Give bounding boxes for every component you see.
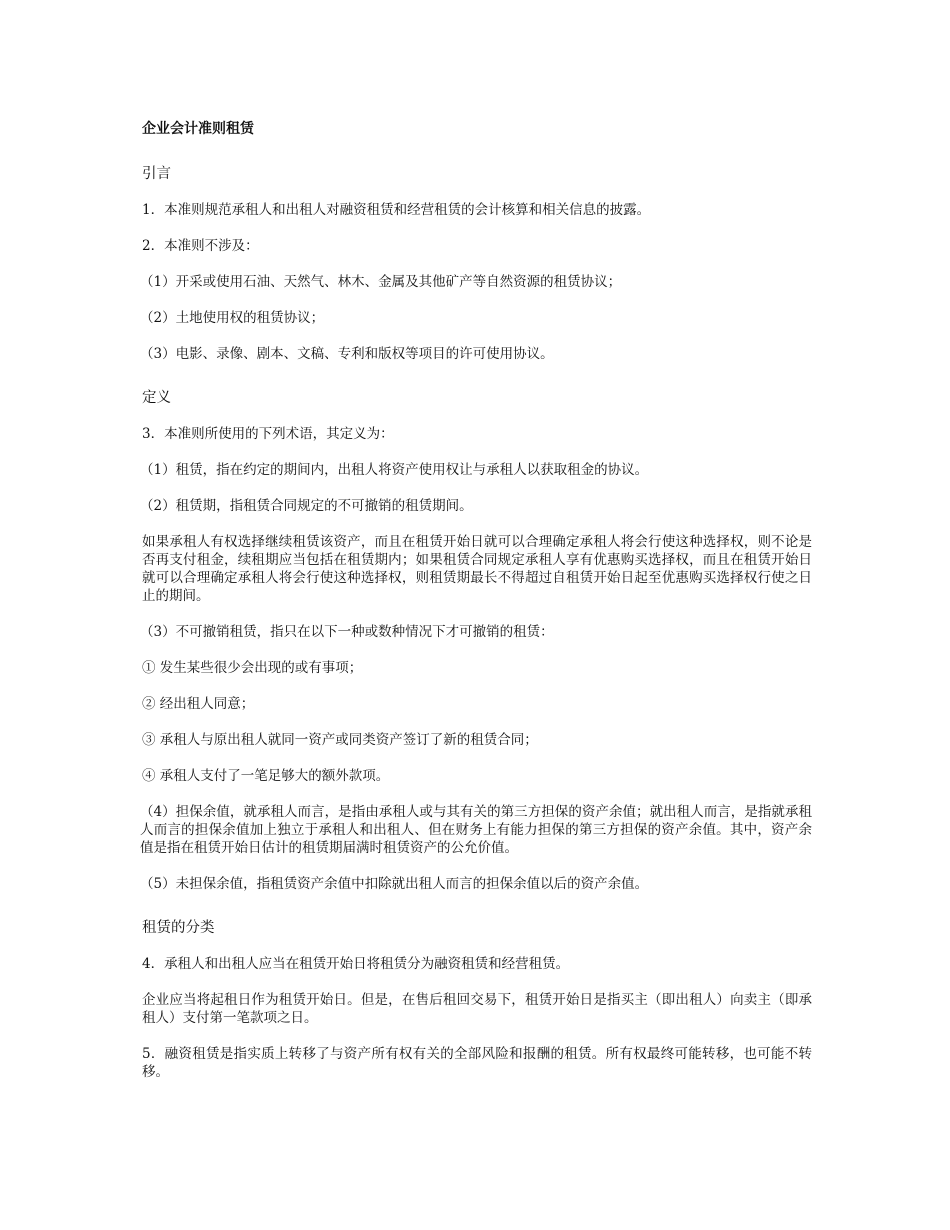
paragraph-1: 1．本准则规范承租人和出租人对融资租赁和经营租赁的会计核算和相关信息的披露。 [142, 202, 651, 218]
list-item: ③ 承租人与原出租人就同一资产或同类资产签订了新的租赁合同； [142, 732, 538, 748]
list-item: （1）开采或使用石油、天然气、林木、金属及其他矿产等自然资源的租赁协议； [140, 274, 622, 290]
paragraph-4: 4．承租人和出租人应当在租赁开始日将租赁分为融资租赁和经营租赁。 [142, 956, 570, 972]
definition-item: （4）担保余值，就承租人而言，是指由承租人或与其有关的第三方担保的资产余值；就出租人而言，是指就承租人而言的担保余值加上独立于承租人和出租人、但在财务上有能力担保的第三方担保的资产余值。其中，资产余值是指在租赁开始日估计的租赁期届满时租赁资产的公允价值。 [140, 804, 812, 856]
document-body [142, 120, 812, 1099]
definition-note: 如果承租人有权选择继续租赁该资产，而且在租赁开始日就可以合理确定承租人将会行使这种选择权，则不论是否再支付租金，续租期应当包括在租赁期内；如果租赁合同规定承租人享有优惠购买选择权，而且在租赁开始日就可以合理确定承租人将会行使这种选择权，则租赁期最长不得超过自租赁开始日起至优惠购买选择权行使之日止的期间。 [142, 534, 812, 604]
definition-item: （2）租赁期，指租赁合同规定的不可撤销的租赁期间。 [140, 498, 473, 514]
paragraph-3: 3．本准则所使用的下列术语，其定义为： [142, 426, 394, 442]
list-item: ④ 承租人支付了一笔足够大的额外款项。 [142, 768, 390, 784]
section-heading-classification: 租赁的分类 [142, 920, 215, 936]
list-item: （3）电影、录像、剧本、文稿、专利和版权等项目的许可使用协议。 [140, 346, 554, 362]
definition-item: （3）不可撤销租赁，指只在以下一种或数种情况下才可撤销的租赁： [140, 624, 554, 640]
list-item: ① 发生某些很少会出现的或有事项； [142, 660, 363, 676]
list-item: ② 经出租人同意； [142, 696, 255, 712]
paragraph-5: 5．融资租赁是指实质上转移了与资产所有权有关的全部风险和报酬的租赁。所有权最终可能转移，也可能不转移。 [142, 1046, 812, 1080]
list-item: （2）土地使用权的租赁协议； [140, 310, 325, 326]
paragraph-2: 2．本准则不涉及： [142, 238, 259, 254]
definition-item: （5）未担保余值，指租赁资产余值中扣除就出租人而言的担保余值以后的资产余值。 [140, 876, 649, 892]
definition-item: （1）租赁，指在约定的期间内，出租人将资产使用权让与承租人以获取租金的协议。 [140, 462, 649, 478]
document-title: 企业会计准则租赁 [142, 121, 254, 137]
section-heading-definitions: 定义 [142, 390, 171, 406]
paragraph-4-note: 企业应当将起租日作为租赁开始日。但是，在售后租回交易下，租赁开始日是指买主（即出租人）向卖主（即承租人）支付第一笔款项之日。 [142, 992, 812, 1026]
section-heading-intro: 引言 [142, 166, 171, 182]
